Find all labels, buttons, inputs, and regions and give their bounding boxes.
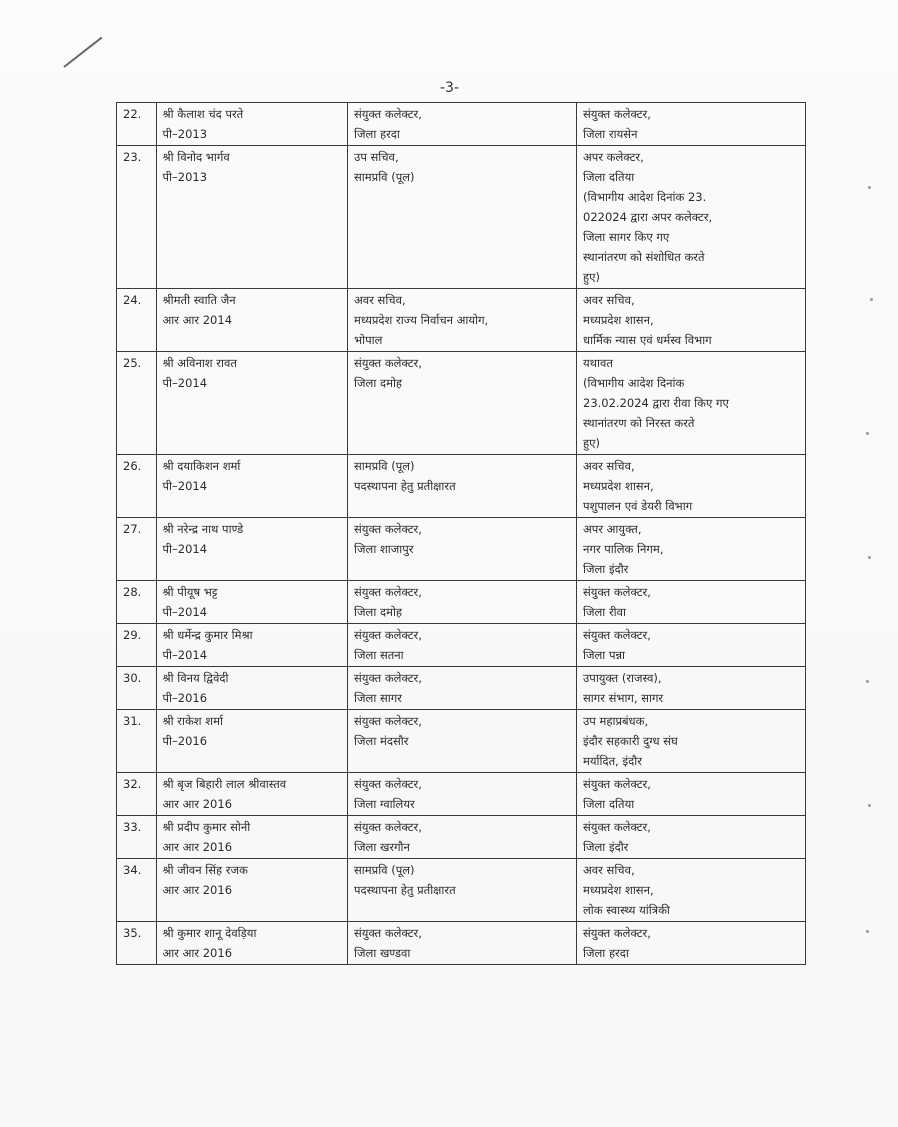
current-posting-line: जिला सतना: [354, 648, 404, 662]
officer-cell: [156, 146, 348, 289]
officer-name: श्री प्रदीप कुमार सोनी: [162, 820, 251, 834]
officer-name: श्री बृज बिहारी लाल श्रीवास्तव: [162, 777, 287, 791]
current-posting-line: अवर सचिव,: [354, 293, 406, 307]
new-posting-line: मर्यादित, इंदौर: [583, 754, 642, 768]
new-posting-line: स्थानांतरण को निरस्त करते: [583, 416, 695, 430]
serial-number-cell: [117, 352, 157, 455]
officer-batch: आर आर 2016: [162, 840, 233, 854]
officer-cell: [156, 352, 348, 455]
new-posting-line: 23.02.2024 द्वारा रीवा किए गए: [583, 396, 729, 410]
officer-batch: पी–2013: [162, 170, 208, 184]
officer-name: श्री कुमार शानू देवड़िया: [162, 926, 257, 940]
current-posting-line: जिला दमोह: [354, 376, 403, 390]
current-posting-line: पदस्थापना हेतु प्रतीक्षारत: [354, 479, 456, 493]
officer-name: श्री दयाकिशन शर्मा: [162, 459, 241, 473]
new-posting-line: जिला हरदा: [583, 946, 629, 960]
new-posting-line: अवर सचिव,: [583, 293, 635, 307]
serial-number-cell: [117, 624, 157, 667]
current-posting-line: संयुक्त कलेक्टर,: [354, 820, 422, 834]
transfer-table-body: [117, 103, 806, 965]
current-posting-cell: [348, 103, 577, 146]
officer-cell: [156, 859, 348, 922]
current-posting-line: जिला शाजापुर: [354, 542, 414, 556]
officer-batch: पी–2016: [162, 734, 208, 748]
scan-speck: [868, 186, 871, 189]
new-posting-line: अवर सचिव,: [583, 459, 635, 473]
officer-batch: आर आर 2016: [162, 797, 233, 811]
new-posting-line: संयुक्त कलेक्टर,: [583, 107, 651, 121]
table-row: [117, 710, 806, 773]
officer-cell: [156, 773, 348, 816]
serial-number: 25.: [123, 356, 142, 370]
new-posting-cell: [577, 518, 806, 581]
current-posting-cell: [348, 816, 577, 859]
new-posting-line: सागर संभाग, सागर: [583, 691, 664, 705]
officer-batch: पी–2014: [162, 605, 208, 619]
current-posting-cell: [348, 581, 577, 624]
current-posting-cell: [348, 710, 577, 773]
new-posting-line: धार्मिक न्यास एवं धर्मस्व विभाग: [583, 333, 712, 347]
serial-number: 24.: [123, 293, 142, 307]
officer-cell: [156, 455, 348, 518]
officer-batch: आर आर 2016: [162, 946, 233, 960]
current-posting-line: पदस्थापना हेतु प्रतीक्षारत: [354, 883, 456, 897]
current-posting-line: जिला खरगौन: [354, 840, 410, 854]
current-posting-cell: [348, 289, 577, 352]
new-posting-line: मध्यप्रदेश शासन,: [583, 883, 654, 897]
serial-number-cell: [117, 922, 157, 965]
officer-cell: [156, 624, 348, 667]
serial-number-cell: [117, 581, 157, 624]
officer-batch: पी–2014: [162, 648, 208, 662]
current-posting-line: संयुक्त कलेक्टर,: [354, 628, 422, 642]
officer-name: श्री धर्मेन्द्र कुमार मिश्रा: [162, 628, 253, 642]
officer-name: श्री राकेश शर्मा: [162, 714, 223, 728]
serial-number: 31.: [123, 714, 142, 728]
serial-number: 22.: [123, 107, 142, 121]
new-posting-line: संयुक्त कलेक्टर,: [583, 777, 651, 791]
officer-batch: पी–2013: [162, 127, 208, 141]
serial-number: 23.: [123, 150, 142, 164]
new-posting-cell: [577, 773, 806, 816]
new-posting-cell: [577, 581, 806, 624]
transfer-table: [116, 102, 806, 965]
officer-cell: [156, 518, 348, 581]
scan-speck: [866, 432, 869, 435]
new-posting-line: नगर पालिक निगम,: [583, 542, 664, 556]
new-posting-line: जिला रायसेन: [583, 127, 638, 141]
scan-speck: [866, 930, 869, 933]
new-posting-line: अपर कलेक्टर,: [583, 150, 644, 164]
table-row: [117, 455, 806, 518]
current-posting-line: जिला खण्डवा: [354, 946, 411, 960]
officer-batch: पी–2014: [162, 542, 208, 556]
new-posting-line: स्थानांतरण को संशोधित करते: [583, 250, 705, 264]
new-posting-line: उप महाप्रबंधक,: [583, 714, 649, 728]
new-posting-line: जिला रीवा: [583, 605, 626, 619]
current-posting-line: संयुक्त कलेक्टर,: [354, 926, 422, 940]
serial-number: 35.: [123, 926, 142, 940]
officer-cell: [156, 710, 348, 773]
officer-batch: पी–2014: [162, 376, 208, 390]
serial-number-cell: [117, 146, 157, 289]
table-row: [117, 146, 806, 289]
new-posting-line: संयुक्त कलेक्टर,: [583, 926, 651, 940]
new-posting-line: मध्यप्रदेश शासन,: [583, 479, 654, 493]
officer-cell: [156, 103, 348, 146]
new-posting-cell: [577, 146, 806, 289]
serial-number: 28.: [123, 585, 142, 599]
new-posting-cell: [577, 859, 806, 922]
officer-batch: आर आर 2014: [162, 313, 233, 327]
serial-number-cell: [117, 710, 157, 773]
new-posting-line: जिला दतिया: [583, 797, 635, 811]
current-posting-line: सामप्रवि (पूल): [354, 170, 415, 184]
current-posting-cell: [348, 518, 577, 581]
new-posting-cell: [577, 624, 806, 667]
serial-number: 27.: [123, 522, 142, 536]
officer-name: श्री विनय द्विवेदी: [162, 671, 229, 685]
current-posting-line: जिला मंदसौर: [354, 734, 409, 748]
serial-number-cell: [117, 455, 157, 518]
serial-number-cell: [117, 518, 157, 581]
officer-batch: आर आर 2016: [162, 883, 233, 897]
current-posting-line: उप सचिव,: [354, 150, 399, 164]
officer-name: श्री अविनाश रावत: [162, 356, 237, 370]
officer-name: श्रीमती स्वाति जैन: [162, 293, 236, 307]
current-posting-line: संयुक्त कलेक्टर,: [354, 522, 422, 536]
table-row: [117, 103, 806, 146]
table-row: [117, 816, 806, 859]
current-posting-cell: [348, 773, 577, 816]
serial-number-cell: [117, 103, 157, 146]
new-posting-cell: [577, 455, 806, 518]
new-posting-line: जिला दतिया: [583, 170, 635, 184]
serial-number-cell: [117, 859, 157, 922]
current-posting-cell: [348, 667, 577, 710]
current-posting-line: संयुक्त कलेक्टर,: [354, 671, 422, 685]
officer-name: श्री जीवन सिंह रजक: [162, 863, 248, 877]
new-posting-line: जिला पन्ना: [583, 648, 626, 662]
serial-number: 26.: [123, 459, 142, 473]
officer-name: श्री पीयूष भट्ट: [162, 585, 218, 599]
current-posting-line: जिला सागर: [354, 691, 402, 705]
current-posting-line: मध्यप्रदेश राज्य निर्वाचन आयोग,: [354, 313, 489, 327]
officer-name: श्री कैलाश चंद परते: [162, 107, 244, 121]
table-row: [117, 922, 806, 965]
new-posting-line: (विभागीय आदेश दिनांक 23.: [583, 190, 707, 204]
new-posting-line: जिला इंदौर: [583, 840, 629, 854]
current-posting-cell: [348, 859, 577, 922]
serial-number: 29.: [123, 628, 142, 642]
new-posting-line: लोक स्वास्थ्य यांत्रिकी: [583, 903, 670, 917]
table-row: [117, 624, 806, 667]
officer-cell: [156, 289, 348, 352]
new-posting-cell: [577, 816, 806, 859]
new-posting-line: पशुपालन एवं डेयरी विभाग: [583, 499, 693, 513]
table-row: [117, 518, 806, 581]
scan-speck: [868, 804, 871, 807]
new-posting-line: इंदौर सहकारी दुग्ध संघ: [583, 734, 678, 748]
new-posting-cell: [577, 352, 806, 455]
serial-number: 30.: [123, 671, 142, 685]
officer-batch: पी–2016: [162, 691, 208, 705]
table-row: [117, 581, 806, 624]
current-posting-line: जिला हरदा: [354, 127, 400, 141]
officer-cell: [156, 816, 348, 859]
serial-number: 33.: [123, 820, 142, 834]
new-posting-line: संयुक्त कलेक्टर,: [583, 585, 651, 599]
new-posting-line: संयुक्त कलेक्टर,: [583, 820, 651, 834]
table-row: [117, 859, 806, 922]
new-posting-cell: [577, 289, 806, 352]
new-posting-cell: [577, 922, 806, 965]
new-posting-line: हुए): [583, 436, 600, 450]
new-posting-line: 022024 द्वारा अपर कलेक्टर,: [583, 210, 713, 224]
table-row: [117, 667, 806, 710]
current-posting-line: संयुक्त कलेक्टर,: [354, 585, 422, 599]
current-posting-line: संयुक्त कलेक्टर,: [354, 107, 422, 121]
new-posting-line: मध्यप्रदेश शासन,: [583, 313, 654, 327]
scan-speck: [868, 556, 871, 559]
serial-number-cell: [117, 667, 157, 710]
new-posting-line: (विभागीय आदेश दिनांक: [583, 376, 685, 390]
serial-number: 32.: [123, 777, 142, 791]
page-number: -3-: [440, 80, 460, 96]
new-posting-line: संयुक्त कलेक्टर,: [583, 628, 651, 642]
current-posting-cell: [348, 146, 577, 289]
new-posting-line: अपर आयुक्त,: [583, 522, 642, 536]
current-posting-line: संयुक्त कलेक्टर,: [354, 777, 422, 791]
officer-name: श्री विनोद भार्गव: [162, 150, 230, 164]
table-row: [117, 773, 806, 816]
serial-number-cell: [117, 289, 157, 352]
scan-speck: [870, 298, 873, 301]
officer-cell: [156, 581, 348, 624]
new-posting-line: जिला सागर किए गए: [583, 230, 670, 244]
officer-cell: [156, 667, 348, 710]
new-posting-line: उपायुक्त (राजस्व),: [583, 671, 662, 685]
officer-cell: [156, 922, 348, 965]
current-posting-line: सामप्रवि (पूल): [354, 459, 415, 473]
new-posting-line: हुए): [583, 270, 600, 284]
current-posting-line: भोपाल: [354, 333, 383, 347]
new-posting-cell: [577, 710, 806, 773]
scan-speck: [866, 680, 869, 683]
table-row: [117, 289, 806, 352]
officer-name: श्री नरेन्द्र नाथ पाण्डे: [162, 522, 244, 536]
current-posting-cell: [348, 922, 577, 965]
current-posting-line: जिला दमोह: [354, 605, 403, 619]
current-posting-line: संयुक्त कलेक्टर,: [354, 714, 422, 728]
table-row: [117, 352, 806, 455]
current-posting-cell: [348, 352, 577, 455]
officer-batch: पी–2014: [162, 479, 208, 493]
current-posting-line: सामप्रवि (पूल): [354, 863, 415, 877]
current-posting-cell: [348, 455, 577, 518]
new-posting-line: यथावत: [583, 356, 613, 370]
new-posting-line: जिला इंदौर: [583, 562, 629, 576]
pen-mark: [63, 37, 102, 68]
serial-number-cell: [117, 773, 157, 816]
current-posting-line: संयुक्त कलेक्टर,: [354, 356, 422, 370]
new-posting-line: अवर सचिव,: [583, 863, 635, 877]
current-posting-cell: [348, 624, 577, 667]
new-posting-cell: [577, 103, 806, 146]
current-posting-line: जिला ग्वालियर: [354, 797, 415, 811]
serial-number-cell: [117, 816, 157, 859]
new-posting-cell: [577, 667, 806, 710]
serial-number: 34.: [123, 863, 142, 877]
